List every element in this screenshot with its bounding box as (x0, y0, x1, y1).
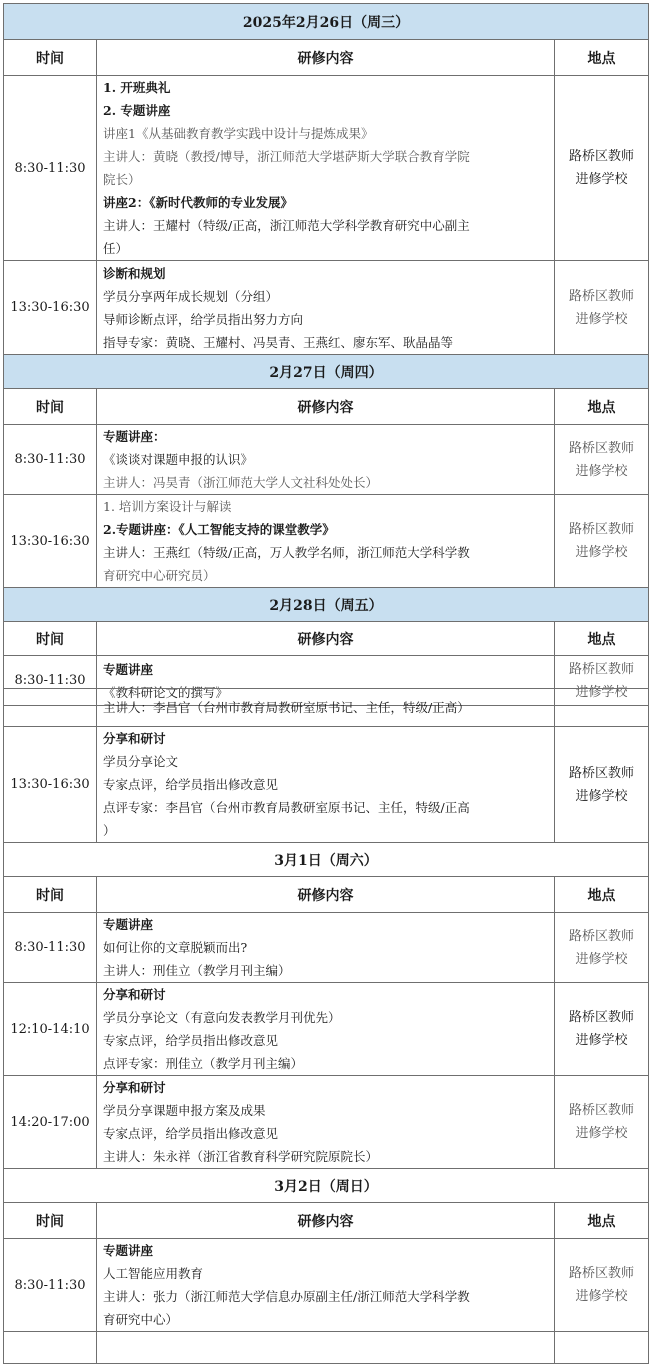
session-row (4, 983, 649, 1076)
session-location (555, 76, 649, 261)
content-line: ） (103, 823, 116, 838)
date-label: 2月27日（周四） (4, 355, 649, 389)
header-time: 时间 (4, 40, 97, 76)
location-line: 进修学校 (575, 788, 628, 804)
session-time: 12:10-14:10 (4, 983, 97, 1076)
session-row (4, 913, 649, 983)
header-time: 时间 (4, 877, 97, 913)
schedule-table-part-2 (3, 688, 649, 1364)
session-row (4, 425, 649, 495)
content-line: 诊断和规划 (103, 265, 166, 281)
content-line: 专家点评，给学员指出修改意见 (103, 777, 279, 792)
session-time: 8:30-11:30 (4, 913, 97, 983)
session-content (97, 1076, 555, 1169)
content-line: 育研究中心） (103, 1312, 179, 1327)
date-label: 3月2日（周日） (4, 1169, 649, 1203)
location-line: 进修学校 (575, 1289, 628, 1304)
content-line: 专题讲座 (103, 917, 154, 932)
content-line: 主讲人：刑佳立（教学月刊主编） (103, 963, 291, 978)
header-content: 研修内容 (97, 622, 555, 656)
session-time: 14:20-17:00 (4, 1076, 97, 1169)
content-line: 专题讲座 (103, 661, 154, 677)
column-header-row (4, 389, 649, 425)
location-line: 路桥区教师 (568, 149, 634, 164)
content-line: 主讲人：王耀村（特级/正高，浙江师范大学科学教育研究中心副主 (103, 218, 470, 233)
session-row (4, 727, 649, 843)
session-time: 13:30-16:30 (4, 261, 97, 355)
content-line: 分享和研讨 (103, 1080, 166, 1095)
location-line: 进修学校 (575, 172, 628, 187)
content-line: 学员分享课题申报方案及成果 (103, 1103, 266, 1118)
session-location (555, 425, 649, 495)
session-content (97, 76, 555, 261)
location-line: 路桥区教师 (568, 440, 634, 456)
content-line: 如何让你的文章脱颖而出? (103, 940, 248, 955)
content-line: 专家点评，给学员指出修改意见 (103, 1126, 279, 1141)
session-time: 8:30-11:30 (4, 656, 97, 706)
session-time: 8:30-11:30 (4, 76, 97, 261)
content-line: 主讲人：冯昊青（浙江师范大学人文社科处处长） (103, 475, 379, 490)
location-line: 路桥区教师 (568, 1266, 634, 1281)
date-label: 2月28日（周五） (4, 588, 649, 622)
session-time: 13:30-16:30 (4, 727, 97, 843)
content-line: 指导专家：黄晓、王耀村、冯昊青、王燕红、廖东军、耿晶晶等 (103, 334, 454, 350)
session-location (555, 1076, 649, 1169)
session-location (555, 983, 649, 1076)
session-time: 8:30-11:30 (4, 425, 97, 495)
header-location: 地点 (555, 389, 649, 425)
content-line: 人工智能应用教育 (103, 1266, 204, 1281)
column-header-row (4, 1203, 649, 1239)
header-location: 地点 (555, 622, 649, 656)
session-row (4, 1076, 649, 1169)
session-row (4, 495, 649, 588)
header-location: 地点 (555, 1203, 649, 1239)
session-time (4, 689, 97, 727)
column-header-row (4, 40, 649, 76)
location-line: 路桥区教师 (568, 661, 634, 677)
location-line: 路桥区教师 (568, 1010, 634, 1025)
schedule-table-part-1 (3, 3, 649, 706)
date-row-mar-2 (4, 1169, 649, 1203)
column-header-row (4, 877, 649, 913)
session-location (555, 261, 649, 355)
session-location (555, 727, 649, 843)
header-content: 研修内容 (97, 877, 555, 913)
content-line: 2. 专题讲座 (103, 103, 171, 118)
content-line: 导师诊断点评，给学员指出努力方向 (103, 311, 304, 327)
content-line: 主讲人：张力（浙江师范大学信息办原副主任/浙江师范大学科学教 (103, 1289, 470, 1304)
content-line: 讲座2：《新时代教师的专业发展》 (103, 195, 293, 210)
location-line: 路桥区教师 (568, 765, 634, 781)
session-content (97, 689, 555, 727)
session-row (4, 261, 649, 355)
empty-row (4, 1332, 649, 1364)
session-location (555, 689, 649, 727)
session-time: 13:30-16:30 (4, 495, 97, 588)
content-line: 2.专题讲座：《人工智能支持的课堂教学》 (103, 522, 335, 537)
session-content (97, 1239, 555, 1332)
session-row-continued (4, 689, 649, 727)
header-time: 时间 (4, 389, 97, 425)
empty-cell (4, 1332, 97, 1364)
empty-cell (97, 1332, 555, 1364)
content-line: 点评专家：刑佳立（教学月刊主编） (103, 1056, 304, 1071)
date-row-feb-28 (4, 588, 649, 622)
content-line: 院长） (103, 172, 141, 187)
session-row (4, 1239, 649, 1332)
content-line: 学员分享论文（有意向发表教学月刊优先） (103, 1010, 341, 1025)
content-line: 学员分享两年成长规划（分组） (103, 288, 279, 304)
location-line: 路桥区教师 (568, 522, 634, 537)
session-location (555, 1239, 649, 1332)
content-line: 主讲人：黄晓（教授/博导，浙江师范大学堪萨斯大学联合教育学院 (103, 149, 470, 164)
header-time: 时间 (4, 622, 97, 656)
location-line: 路桥区教师 (568, 928, 634, 944)
header-time: 时间 (4, 1203, 97, 1239)
location-line: 进修学校 (575, 1126, 628, 1141)
column-header-row (4, 622, 649, 656)
header-location: 地点 (555, 40, 649, 76)
session-content (97, 261, 555, 355)
header-content: 研修内容 (97, 389, 555, 425)
header-location: 地点 (555, 877, 649, 913)
content-line: 专题讲座： (103, 429, 166, 444)
header-content: 研修内容 (97, 1203, 555, 1239)
location-line: 进修学校 (575, 311, 628, 327)
content-line: 1. 开班典礼 (103, 80, 171, 95)
content-line: 主讲人：朱永祥（浙江省教育科学研究院原院长） (103, 1149, 379, 1164)
session-location (555, 495, 649, 588)
date-label: 2025年2月26日（周三） (4, 4, 649, 40)
content-line: 1. 培训方案设计与解读 (103, 499, 232, 514)
content-line: 《教科研论文的撰写》 (103, 684, 229, 700)
header-content: 研修内容 (97, 40, 555, 76)
content-line: 学员分享论文 (103, 754, 179, 769)
location-line: 进修学校 (575, 1033, 628, 1048)
session-time: 8:30-11:30 (4, 1239, 97, 1332)
content-line: 《谈谈对课题申报的认识》 (103, 452, 254, 467)
date-row-feb-27 (4, 355, 649, 389)
session-content (97, 983, 555, 1076)
content-line: 分享和研讨 (103, 731, 166, 746)
location-line: 进修学校 (575, 463, 628, 479)
content-line: 点评专家：李昌官（台州市教育局教研室原书记、主任，特级/正高 (103, 800, 470, 815)
location-line: 路桥区教师 (568, 1103, 634, 1118)
session-location (555, 913, 649, 983)
content-line: 主讲人：王燕红（特级/正高，万人教学名师，浙江师范大学科学教 (103, 545, 470, 560)
session-content (97, 495, 555, 588)
content-line: 育研究中心研究员） (103, 568, 216, 583)
content-line: 讲座1《从基础教育教学实践中设计与提炼成果》 (103, 126, 374, 141)
date-row-feb-26 (4, 4, 649, 40)
session-content (97, 913, 555, 983)
location-line: 进修学校 (575, 545, 628, 560)
content-line: 分享和研讨 (103, 987, 166, 1002)
location-line: 进修学校 (575, 684, 628, 700)
date-label: 3月1日（周六） (4, 843, 649, 877)
location-line: 路桥区教师 (568, 288, 634, 304)
session-content (97, 425, 555, 495)
content-line: 主讲人：李昌官（台州市教育局教研室原书记、主任，特级/正高） (103, 700, 470, 715)
empty-cell (555, 1332, 649, 1364)
session-content (97, 727, 555, 843)
content-line: 专题讲座 (103, 1243, 154, 1258)
date-row-mar-1 (4, 843, 649, 877)
session-row (4, 76, 649, 261)
content-line: 专家点评，给学员指出修改意见 (103, 1033, 279, 1048)
content-line: 任） (103, 241, 129, 256)
location-line: 进修学校 (575, 951, 628, 967)
